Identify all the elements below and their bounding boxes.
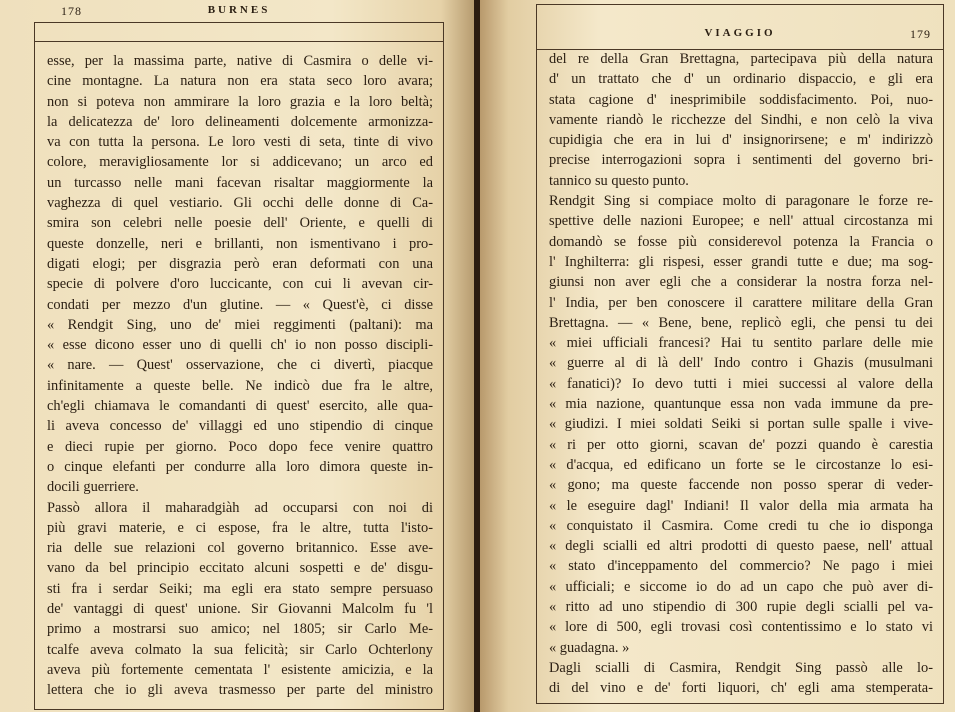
text-line: ch'egli chiamava le comandanti di quest' esercito, alle qua- — [47, 398, 433, 415]
text-line: « gono; ma queste faccende non posso sperar di veder- — [549, 477, 933, 494]
text-line: tannico su questo punto. — [549, 172, 689, 189]
text-line: precise interrogazioni sopra i sentimenti del governo bri- — [549, 152, 933, 169]
text-line: di del vino e de' forti liquori, ch' egli ama stemperata- — [549, 680, 933, 697]
text-line: e dieci rupie per giorno. Poco dopo fece venire quattro — [47, 438, 433, 455]
text-line: « d'acqua, ed edificano un forte se le circostanze lo esi- — [549, 456, 933, 473]
text-line: de' vantaggi di quest' unione. Sir Giovanni Malcolm fu 'l — [47, 601, 433, 618]
text-line: « nare. — Quest' osservazione, che ci divertì, piacque — [47, 357, 433, 374]
text-line: o cinque elefanti per condurre alla loro dimora queste in- — [47, 458, 433, 475]
text-line: « giudizi. I miei soldati Seiki si portan sulle spalle i vive- — [549, 416, 933, 433]
text-line: « le eseguire dagl' Indiani! Il valor della mia armata ha — [549, 497, 933, 514]
text-line: un turcasso nelle mani facevan risaltar maggiormente la — [47, 174, 433, 191]
text-line: ria delle sue relazioni col governo britannico. Esse ave- — [47, 540, 433, 557]
text-line: Dagli scialli di Casmira, Rendgit Sing passò alle lo- — [549, 659, 933, 676]
text-line: « ufficiali; e siccome io do ad un capo che può aver di- — [549, 578, 933, 595]
left-header-rule — [35, 41, 443, 42]
text-line: « guadagna. » — [549, 639, 630, 656]
text-line: l' Inghilterra: gli rispesi, esser grandi tutte e due; ma sog- — [549, 253, 933, 270]
text-line: Rendgit Sing si compiace molto di paragonare le forze re- — [549, 193, 933, 210]
text-line: li aveva concesso de' villaggi ed uno stipendio di cinque — [47, 418, 433, 435]
text-line: « degli scialli ed altri prodotti di questo paese, nell' attual — [549, 538, 933, 555]
text-line: docili guerriere. — [47, 479, 139, 496]
text-line: « esse dicono esser uno di quelli ch' io non posso discipli- — [47, 337, 433, 354]
left-page-header — [35, 4, 443, 24]
text-line: l' India, per ben conoscere il carattere militare della Gran — [549, 294, 933, 311]
text-line: « mia nazione, quantunque essa non vada immune da pre- — [549, 396, 933, 413]
text-line: spettive delle nazioni Europee; e nell' attual circostanza mi — [549, 213, 933, 230]
left-page-text — [47, 51, 433, 701]
right-running-head: VIAGGIO — [704, 27, 776, 39]
text-line: digati elogi; per disgrazia però eran deformati con una — [47, 255, 433, 272]
text-line: lettera che io gli aveva trasmesso per parte del ministro — [47, 682, 433, 699]
text-line: condati per mezzo d'un glutine. — « Quest'è, ci disse — [47, 296, 433, 313]
text-line: Passò allora il maharadgiàh ad occuparsi con noi di — [47, 499, 433, 516]
text-line: « stato d'inceppamento del commercio? Ne pago i miei — [549, 558, 933, 575]
text-line: vamente riandò le ricchezze del Sindhi, e non celò la viva — [549, 111, 933, 128]
text-line: stata cagione d' inesprimibile soddisfacimento. Poi, nuo- — [549, 91, 933, 108]
text-line: esse, per la massima parte, native di Casmira o delle vi- — [47, 53, 433, 69]
text-line: « Rendgit Sing, uno de' miei reggimenti (paltani): ma — [47, 316, 433, 333]
text-line: colore, meravigliosamente lor si addicevano; un arco ed — [47, 154, 433, 171]
text-line: « ri per otto giorni, scavan de' pozzi quando è carestia — [549, 436, 933, 453]
text-line: specie di polvere d'oro luccicante, con cui li avevan cir- — [47, 276, 433, 293]
text-line: queste donzelle, neri e brillanti, non ismentivano i pro- — [47, 235, 433, 252]
left-running-head: BURNES — [207, 4, 271, 16]
left-page — [0, 0, 474, 712]
text-line: d' un trattato che d' un ordinario dispaccio, e gli era — [549, 71, 933, 88]
right-page-header — [537, 27, 943, 47]
text-line: « miei ufficiali francesi? Hai tu sentito parlare delle mie — [549, 335, 933, 352]
text-line: domandò se fosse più considerevol potenza la Francia o — [549, 233, 933, 250]
text-line: non si poteva non ammirare la loro grazia e la loro beltà; — [47, 93, 433, 110]
text-line: « lore di 500, egli trovasi così contentissimo e lo stato vi — [549, 619, 933, 636]
text-line: cupidigia che era in lui d' insignorirsene; e m' indirizzò — [549, 132, 933, 149]
text-line: vano da bel principio eccitato alcuni sospetti e de' disgu- — [47, 560, 433, 577]
text-line: giunsi non aver egli che a considerar la nostra forza nel- — [549, 274, 933, 291]
text-line: primo a mostrarsi suo amico; nel 1805; sir Carlo Me- — [47, 621, 433, 638]
text-line: va con tutta la persona. Le loro vesti di seta, tinte di vivo — [47, 134, 433, 151]
text-line: del re della Gran Brettagna, partecipava più della natura — [549, 51, 933, 67]
text-line: vaghezza di quel vestiario. Gli occhi delle donne di Ca- — [47, 195, 433, 212]
text-line: « ritto ad uno stipendio di 300 rupie degli scialli pel va- — [549, 599, 933, 616]
right-page — [480, 0, 955, 712]
text-line: più gravi materie, e ci espose, fra le altre, tutta l'isto- — [47, 519, 433, 536]
left-page-number: 178 — [61, 4, 82, 18]
left-page-frame — [34, 4, 444, 710]
right-page-frame — [536, 4, 944, 704]
right-page-text — [549, 49, 933, 699]
text-line: tcalfe aveva colmato la sua felicità; sir Carlo Ochterlony — [47, 641, 433, 658]
text-line: smira son celebri nelle poesie dell' Oriente, e quelli di — [47, 215, 433, 232]
text-line: Brettagna. — « Bene, bene, replicò egli, che pensi tu dei — [549, 314, 933, 331]
text-line: cine montagne. La natura non era stata seco loro avara; — [47, 73, 433, 90]
text-line: « guerre al di là dell' Indo contro i Ghazis (musulmani — [549, 355, 933, 372]
text-line: la delicatezza de' loro delineamenti dolcemente armonizza- — [47, 113, 433, 130]
text-line: sti fra i serdar Seiki; ma egli era stato sempre persuaso — [47, 580, 433, 597]
text-line: « conquistato il Casmira. Come credi tu che io disponga — [549, 517, 933, 534]
text-line: infinitamente a queste belle. Ne indicò due fra le altre, — [47, 377, 433, 394]
text-line: « fanatici)? Io devo tutti i miei successi al valore della — [549, 375, 933, 392]
text-line: aveva più fortemente cementata l' esistente amicizia, e la — [47, 661, 433, 678]
right-page-number: 179 — [910, 27, 931, 41]
